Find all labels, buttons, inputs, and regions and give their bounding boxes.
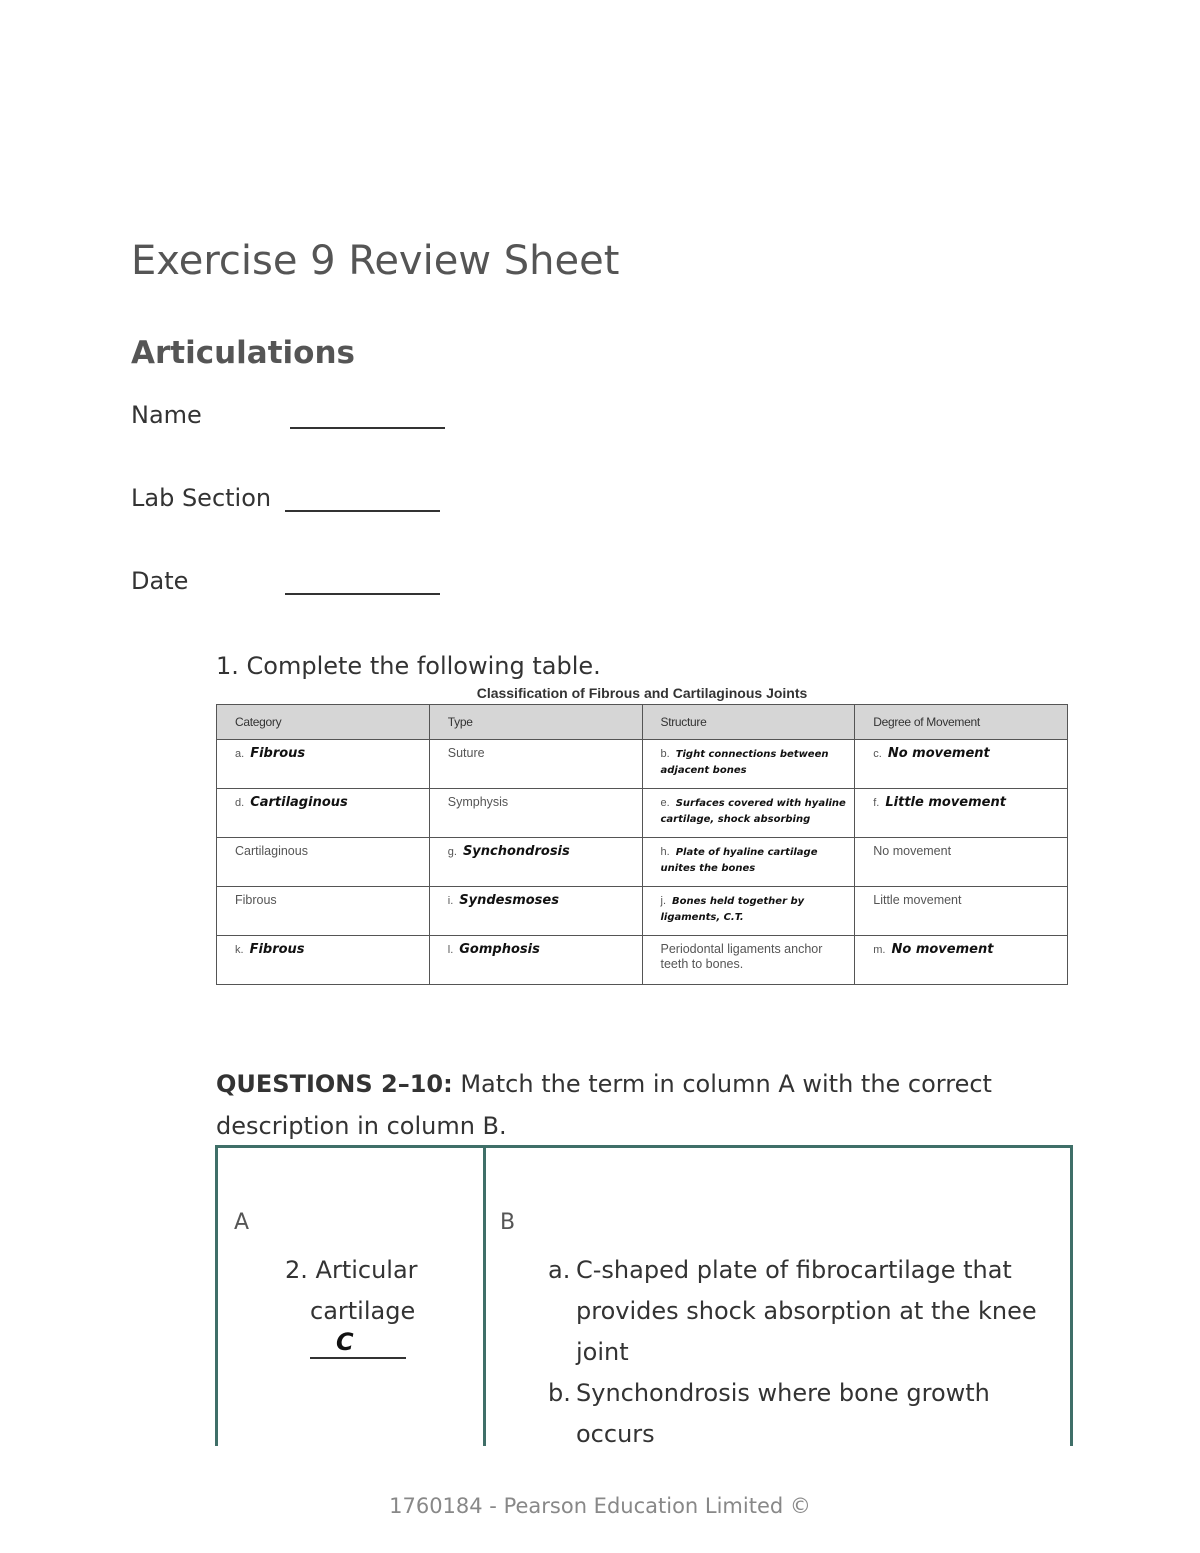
- table-cell[interactable]: [429, 838, 642, 887]
- cell-text: Symphysis: [447, 795, 509, 809]
- cell-letter: l.: [447, 944, 454, 956]
- handwritten-answer: Tight connections between adjacent bones: [660, 749, 829, 776]
- page-footer: 1760184 - Pearson Education Limited ©: [389, 1494, 811, 1518]
- cell-letter: k.: [235, 944, 244, 956]
- table-cell[interactable]: [217, 740, 430, 789]
- cell-letter: b.: [660, 748, 670, 760]
- cell-letter: i.: [447, 895, 454, 907]
- cell-text: Suture: [447, 746, 485, 760]
- table-cell[interactable]: [642, 740, 855, 789]
- table-cell: [855, 887, 1068, 936]
- description-marker: a.: [548, 1256, 571, 1284]
- handwritten-answer: No movement: [891, 942, 994, 957]
- description-item: [548, 1250, 1048, 1373]
- table-cell[interactable]: [429, 887, 642, 936]
- table-cell: [642, 936, 855, 985]
- header-category: Category: [217, 705, 430, 740]
- cell-letter: g.: [447, 846, 457, 858]
- table-cell[interactable]: [855, 789, 1068, 838]
- table-row: [217, 740, 1068, 789]
- term-line-2: cartilage: [310, 1297, 416, 1325]
- questions-2-10-heading: [216, 1063, 1068, 1147]
- handwritten-answer: Fibrous: [249, 942, 305, 957]
- matching-column-divider: [483, 1148, 486, 1446]
- cell-text: No movement: [873, 844, 952, 858]
- table-cell: [429, 740, 642, 789]
- cell-letter: d.: [235, 797, 245, 809]
- cell-letter: m.: [873, 944, 886, 956]
- description-text: C-shaped plate of fibrocartilage that provides shock absorption at the knee joint: [576, 1256, 1037, 1366]
- handwritten-answer: Gomphosis: [459, 942, 540, 957]
- term-line-1: 2. Articular: [285, 1256, 418, 1284]
- table-cell: [855, 838, 1068, 887]
- cell-text: Periodontal ligaments anchor teeth to bones.: [660, 942, 823, 971]
- description-text: Synchondrosis where bone growth occurs: [576, 1379, 990, 1448]
- column-b-header: B: [500, 1210, 516, 1235]
- description-marker: b.: [548, 1379, 571, 1407]
- name-label: Name: [131, 401, 202, 429]
- name-field[interactable]: [290, 427, 445, 429]
- handwritten-answer: Plate of hyaline cartilage unites the bones: [660, 847, 818, 874]
- date-field[interactable]: [285, 593, 440, 595]
- cell-letter: h.: [660, 846, 670, 858]
- handwritten-answer: Bones held together by ligaments, C.T.: [660, 896, 805, 923]
- handwritten-answer: Syndesmoses: [459, 893, 559, 908]
- handwritten-answer: No movement: [887, 746, 990, 761]
- cell-letter: a.: [235, 748, 245, 760]
- table-cell[interactable]: [642, 789, 855, 838]
- header-structure: Structure: [642, 705, 855, 740]
- page-title: Exercise 9 Review Sheet: [131, 238, 620, 284]
- term-articular-cartilage: [285, 1250, 418, 1332]
- table-cell: [217, 887, 430, 936]
- questions-2-10-instructions: Match the term in column A with the correct description in column B.: [216, 1070, 992, 1140]
- header-degree-of-movement: Degree of Movement: [855, 705, 1068, 740]
- term-answer: C: [336, 1328, 354, 1356]
- description-item: [548, 1373, 1048, 1455]
- page-subtitle: Articulations: [131, 335, 355, 371]
- handwritten-answer: Fibrous: [250, 746, 306, 761]
- question-1-prompt: 1. Complete the following table.: [216, 652, 601, 680]
- date-label: Date: [131, 567, 189, 595]
- table-cell[interactable]: [642, 887, 855, 936]
- questions-2-10-label: QUESTIONS 2–10:: [216, 1070, 453, 1098]
- table-row: [217, 789, 1068, 838]
- table-cell[interactable]: [642, 838, 855, 887]
- table-row: [217, 838, 1068, 887]
- lab-section-field[interactable]: [285, 510, 440, 512]
- cell-letter: f.: [873, 797, 880, 809]
- handwritten-answer: Surfaces covered with hyaline cartilage, shock absorbing: [660, 798, 846, 825]
- table-cell[interactable]: [429, 936, 642, 985]
- table-cell[interactable]: [855, 740, 1068, 789]
- joint-classification-table: [216, 704, 1068, 985]
- term-answer-field[interactable]: [310, 1357, 406, 1359]
- cell-text: Little movement: [873, 893, 962, 907]
- table-row: [217, 887, 1068, 936]
- table-caption: Classification of Fibrous and Cartilaginous Joints: [476, 685, 808, 701]
- cell-letter: e.: [660, 797, 670, 809]
- column-a-header: A: [234, 1210, 250, 1235]
- table-cell[interactable]: [855, 936, 1068, 985]
- table-cell: [429, 789, 642, 838]
- handwritten-answer: Cartilaginous: [250, 795, 348, 810]
- table-cell[interactable]: [217, 936, 430, 985]
- table-cell: [217, 838, 430, 887]
- table-row: [217, 936, 1068, 985]
- header-type: Type: [429, 705, 642, 740]
- lab-section-label: Lab Section: [131, 484, 272, 512]
- table-header-row: [217, 705, 1068, 740]
- handwritten-answer: Synchondrosis: [462, 844, 570, 859]
- cell-letter: c.: [873, 748, 882, 760]
- table-cell[interactable]: [217, 789, 430, 838]
- column-b-descriptions: [548, 1250, 1048, 1455]
- handwritten-answer: Little movement: [885, 795, 1006, 810]
- cell-letter: j.: [660, 895, 666, 907]
- cell-text: Fibrous: [235, 893, 277, 907]
- cell-text: Cartilaginous: [235, 844, 308, 858]
